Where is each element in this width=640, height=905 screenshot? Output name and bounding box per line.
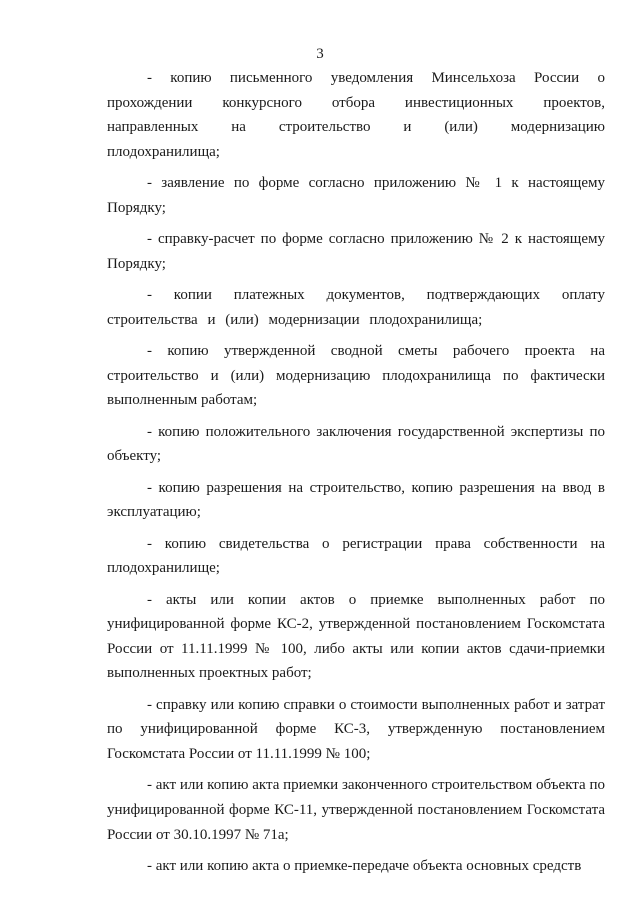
list-item: - копию разрешения на строительство, копию разрешения на ввод в эксплуатацию;	[107, 479, 605, 521]
list-item: - копию письменного уведомления Минсельхоза России о прохождении конкурсного отбора инвестиционных проектов, направленных на строительство и (или) модернизацию плодохранилища;	[107, 70, 605, 160]
list-item: - акт или копию акта о приемке-передаче объекта основных средств	[147, 857, 582, 874]
list-item: - копию утвержденной сводной сметы рабочего проекта на строительство и (или) модернизацию плодохранилища по фактически выполненным работам;	[107, 343, 605, 409]
list-item: - акт или копию акта приемки законченного строительством объекта по унифицированной форме КС-11, утвержденной постановлением Госкомстата России от 30.10.1997 № 71а;	[107, 777, 605, 843]
list-item: - заявление по форме согласно приложению № 1 к настоящему Порядку;	[107, 175, 605, 216]
list-item: - справку или копию справки о стоимости выполненных работ и затрат по унифицированной форме КС-3, утвержденную постановлением Госкомстата России от 11.11.1999 № 100;	[107, 696, 605, 763]
document-body	[107, 66, 605, 879]
list-item: - копию свидетельства о регистрации права собственности на плодохранилище;	[107, 535, 605, 577]
list-item: - справку-расчет по форме согласно приложению № 2 к настоящему Порядку;	[107, 231, 605, 272]
list-item: - акты или копии актов о приемке выполненных работ по унифицированной форме КС-2, утвержденной постановлением Госкомстата России от 11.11.1999 № 100, либо акты или копии актов сдачи-приемки выполненных проектных работ;	[107, 591, 605, 682]
list-item: - копию положительного заключения государственной экспертизы по объекту;	[107, 423, 605, 465]
list-item: - копии платежных документов, подтверждающих оплату строительства и (или) модернизации плодохранилища;	[107, 287, 605, 328]
page-number: 3	[316, 46, 324, 62]
